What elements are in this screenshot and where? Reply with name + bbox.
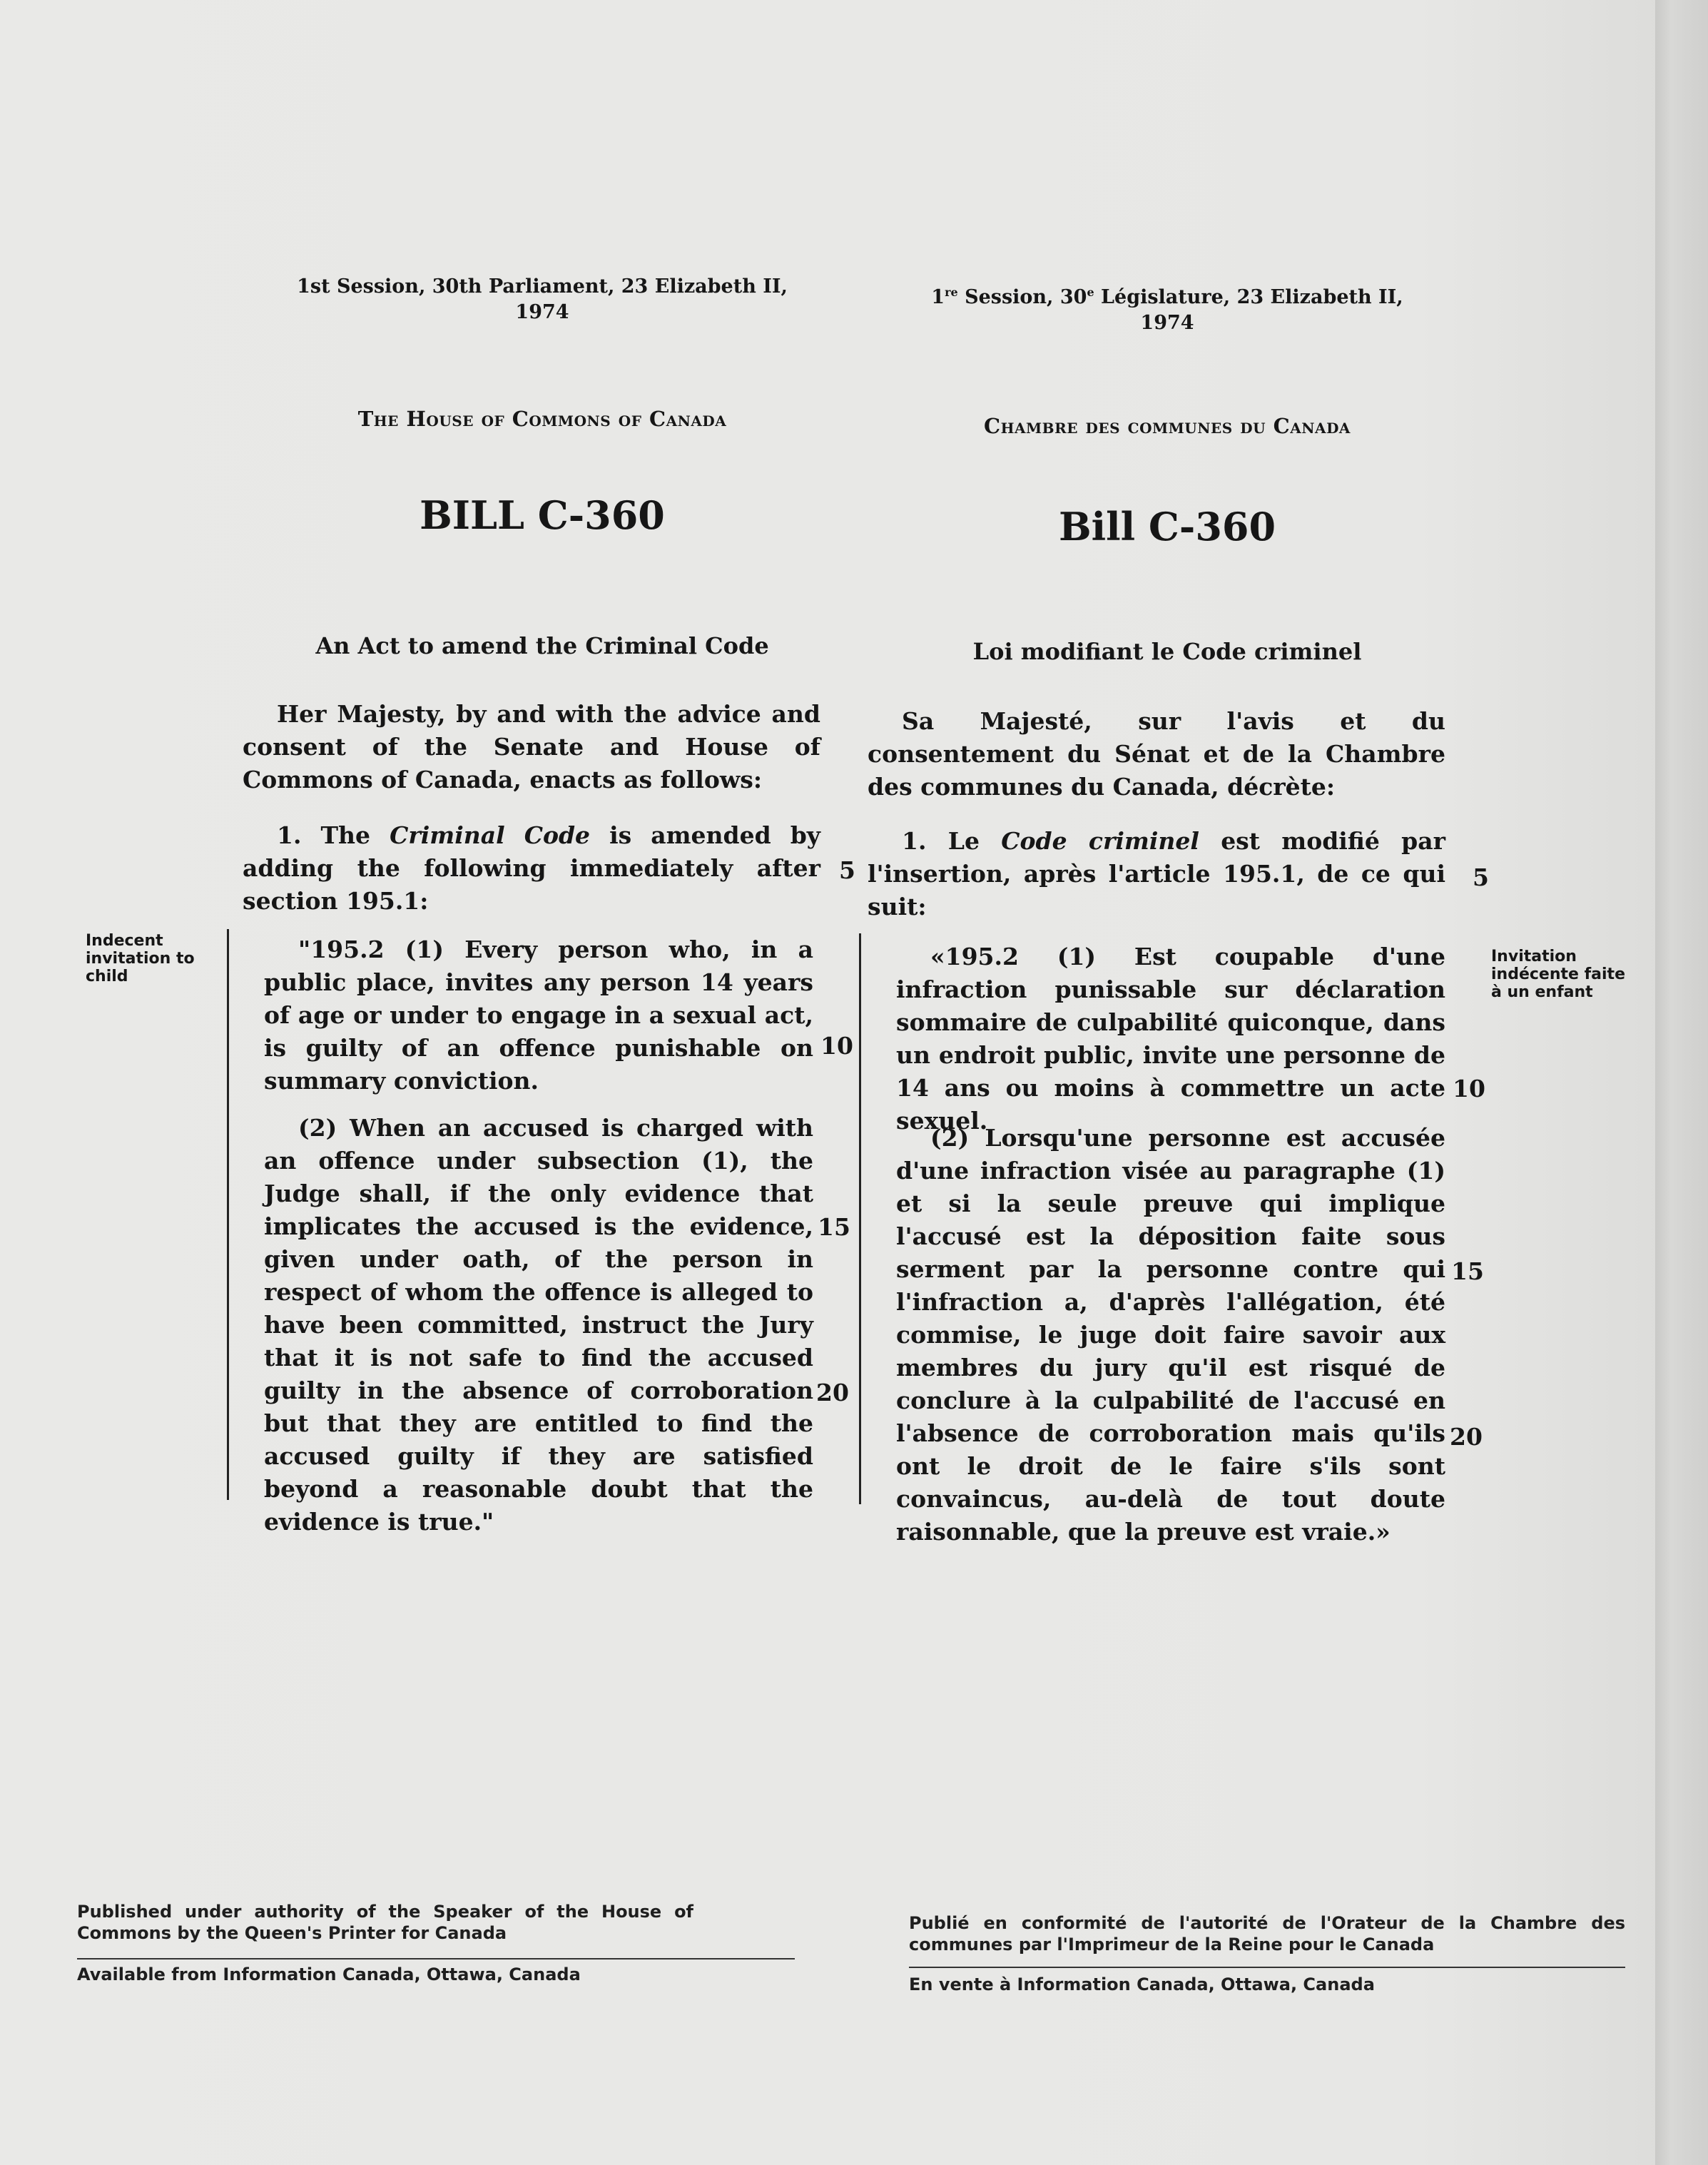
english-session-year: 1974 (515, 301, 569, 323)
english-footer-available: Available from Information Canada, Ottawa, Canada (77, 1964, 581, 1984)
english-subsection-1-text: (1) Every person who, in a public place, invites any person 14 years of age or under to engage in a sexual act, is guilty of an offence punishable on summary conviction. (264, 936, 813, 1095)
english-subsection-1-number: "195.2 (298, 936, 385, 963)
french-house-title: Chambre des communes du Canada (984, 414, 1351, 438)
english-line-number: 10 (820, 1032, 853, 1060)
french-session (896, 280, 1438, 336)
french-session-sup2: e (1087, 285, 1094, 299)
french-session-year: 1974 (1140, 312, 1194, 334)
french-footer-published: Publié en conformité de l'autorité de l'Orateur de la Chambre des communes par l'Imprimeur de la Reine pour le Canada (909, 1913, 1625, 1954)
french-section-1 (868, 825, 1445, 923)
french-line-number: 20 (1450, 1423, 1483, 1451)
french-session-mid: Session, 30 (957, 286, 1087, 308)
english-bill-number: BILL C-360 (420, 492, 665, 538)
french-line-number: 15 (1451, 1257, 1484, 1285)
french-session-sup1: re (945, 285, 958, 299)
french-line-number: 10 (1453, 1075, 1485, 1102)
english-section-1-post: is amended by adding the following immediately after section 195.1: (243, 821, 820, 915)
french-session-post: Législature, 23 Elizabeth II, (1094, 286, 1403, 308)
french-subsection-1-text: (1) Est coupable d'une infraction punissable sur déclaration sommaire de culpabilité quiconque, dans un endroit public, invite une personne de 14 ans ou moins à commettre un acte sexuel. (896, 943, 1445, 1135)
french-subsection-2: (2) Lorsqu'une personne est accusée d'une infraction visée au paragraphe (1) et si la seule preuve qui implique l'accusé est la déposition faite sous serment par la personne contre qui l'infraction a, d'après l'allégation, été commise, le juge doit faire savoir aux membres du jury qu'il est risqué de conclure à la culpabilité de l'accusé en l'absence de corroboration mais qu'ils ont le droit de le faire s'ils sont convaincus, au-delà de tout doute raisonnable, que la preuve est vraie.» (896, 1124, 1445, 1546)
english-subsection-1 (264, 933, 813, 1097)
english-house-title: The House of Commons of Canada (357, 407, 727, 431)
french-section-1-number: 1. (902, 827, 927, 855)
english-margin-note: Indecent invitation to child (86, 932, 195, 985)
english-session (271, 274, 813, 325)
english-section-1-number: 1. (277, 821, 302, 849)
french-quote-rule (859, 933, 861, 1504)
english-section-1-act-name: Criminal Code (390, 821, 591, 849)
french-section-1-act-name: Code criminel (1001, 827, 1199, 855)
french-section-1-post: est modifié par l'insertion, après l'article 195.1, de ce qui suit: (868, 827, 1445, 921)
french-subsection-1 (896, 940, 1445, 1137)
english-footer-rule (77, 1958, 795, 1959)
french-enacting-clause: Sa Majesté, sur l'avis et du consentement du Sénat et de la Chambre des communes du Canada, décrète: (868, 707, 1445, 801)
french-session-pre: 1 (931, 286, 945, 308)
french-footer-available: En vente à Information Canada, Ottawa, Canada (909, 1974, 1375, 1994)
french-subsection-1-number: «195.2 (930, 943, 1019, 970)
english-quote-rule (227, 929, 229, 1500)
english-enacting-clause: Her Majesty, by and with the advice and consent of the Senate and House of Commons of Canada, enacts as follows: (243, 700, 820, 794)
french-long-title: Loi modifiant le Code criminel (972, 638, 1362, 665)
french-line-number: 5 (1473, 863, 1489, 891)
english-section-1 (243, 819, 820, 918)
french-margin-note: Invitation indécente faite à un enfant (1491, 948, 1625, 1001)
english-line-number: 15 (818, 1213, 850, 1241)
english-section-1-pre: The (320, 821, 371, 849)
french-bill-number: Bill C-360 (1058, 504, 1276, 549)
english-session-line: 1st Session, 30th Parliament, 23 Elizabeth II, (297, 275, 788, 298)
page-binding-edge (1655, 0, 1708, 2165)
english-footer-published: Published under authority of the Speaker of the House of Commons by the Queen's Printer for Canada (77, 1902, 693, 1943)
french-footer-rule (909, 1967, 1625, 1968)
french-section-1-pre: Le (947, 827, 980, 855)
french-session-line (896, 280, 1438, 310)
english-subsection-2: (2) When an accused is charged with an offence under subsection (1), the Judge shall, if the only evidence that implicates the accused is the evidence, given under oath, of the person in respect of whom the offence is alleged to have been committed, instruct the Jury that it is not safe to find the accused guilty in the absence of corroboration but that they are entitled to find the accused guilty if they are satisfied beyond a reasonable doubt that the evidence is true." (264, 1114, 813, 1536)
english-line-number: 20 (816, 1379, 849, 1406)
english-long-title: An Act to amend the Criminal Code (315, 632, 769, 659)
english-line-number: 5 (839, 856, 855, 884)
